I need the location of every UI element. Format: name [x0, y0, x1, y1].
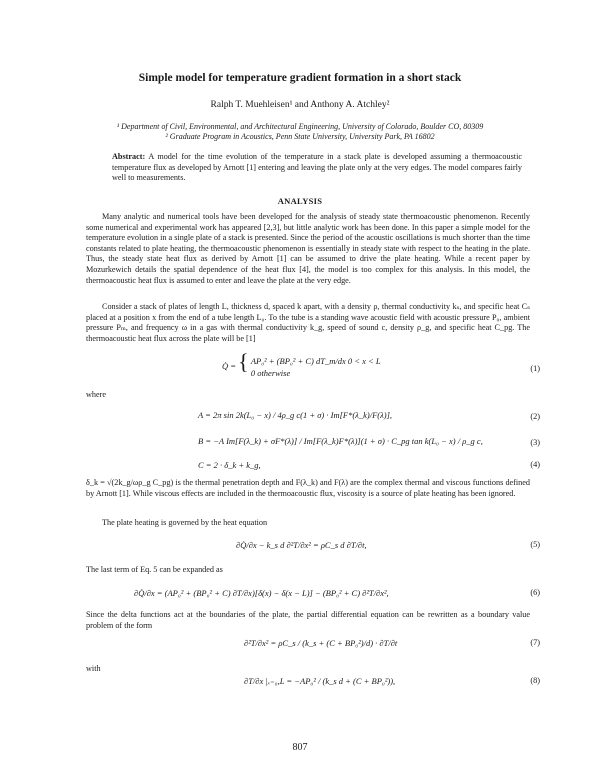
equation-number-4: (4) — [530, 460, 540, 469]
paragraph-intro: Many analytic and numerical tools have been developed for the analysis of steady state thermoacoustic phenomenon. Recently some numerical and experimental work has appeared [2,3], but little analytic work has been done. In this paper a simple model for the temperature evolution in a single plate of a stack is presented. Since the period of the acoustic oscillations is much shorter than the time constants related to plate heating, the thermoacoustic phenomenon is essentially in steady state with respect to the heating in the plate. Thus, the steady state heat flux as derived by Arnott [1] can be assumed to drive the plate heating. While a recent paper by Mozurkewich details the spatial dependence of the heat flux [4], the model is too complex for this analysis. In this model, the thermoacoustic heat flux is assumed to enter and leave the plate at the very edge. — [86, 212, 530, 285]
equation-3 — [198, 436, 483, 446]
abstract-label: Abstract: — [112, 152, 146, 161]
paragraph-setup: Consider a stack of plates of length L, thickness d, spaced k apart, with a density ρ, thermal conductivity kₛ, and specific heat Cₛ placed at a position x from the end of a tube length L₀. To the tube is a standing wave acoustic field with acoustic pressure P₀, ambient pressure Pₘ, and frequency ω in a gas with thermal conductivity k_g, speed of sound c, density ρ_g, and specific heat C_pg. The thermoacoustic heat flux across the plate will be [1] — [86, 302, 530, 343]
equation-4 — [198, 460, 261, 470]
equation-number-5: (5) — [530, 540, 540, 549]
equation-2 — [198, 410, 392, 420]
left-brace-symbol: { — [238, 349, 249, 374]
equation-number-2: (2) — [530, 412, 540, 421]
abstract-text: A model for the time evolution of the temperature in a stack plate is developed assuming a thermoacoustic temperature flux as developed by Arnott [1] entering and leaving the plate only at the very edges. The model compares fairly well to measurements. — [112, 152, 522, 183]
paragraph-with: with — [86, 664, 101, 673]
equation-number-8: (8) — [530, 676, 540, 685]
eq2-lhs: A = — [198, 410, 211, 420]
author-line: Ralph T. Muehleisen¹ and Anthony A. Atchley² — [210, 100, 390, 110]
equation-7: ∂²T/∂x² = ρC_s / (k_s + (C + BP₀²)/d) · ∂T/∂t — [244, 638, 398, 648]
paragraph-delta: δ_k = √(2k_g/ωρ_g C_pg) is the thermal penetration depth and F(λ_k) and F(λ) are the complex thermal and viscous functions defined by Arnott [1]. While viscous effects are included in the thermoacoustic flux, viscosity is a source of plate heating has been ignored. — [86, 478, 530, 498]
paragraph-heat-equation: The plate heating is governed by the heat equation — [102, 518, 268, 527]
abstract — [112, 152, 522, 184]
section-heading: ANALYSIS — [277, 196, 323, 206]
equation-6: ∂Q̇/∂x = (AP₀² + (BP₀² + C) ∂T/∂x)[δ(x) − δ(x − L)] − (BP₀² + C) ∂²T/∂x², — [134, 588, 389, 598]
eq4-lhs: C = — [198, 460, 212, 470]
paragraph-boundary: Since the delta functions act at the boundaries of the plate, the partial differential equation can be rewritten as a boundary value problem of the form — [86, 610, 530, 630]
equation-5: ∂Q̇/∂x − k_s d ∂²T/∂x² = ρC_s d ∂T/∂t, — [236, 540, 367, 550]
affiliation-1: ¹ Department of Civil, Environmental, and Architectural Engineering, University of Colorado, Boulder CO, 80309 — [116, 122, 484, 131]
eq3-lhs: B = — [198, 436, 212, 446]
equation-8: ∂T/∂x |ₓ₌₀,L = −AP₀² / (k_s d + (C + BP₀²)), — [244, 676, 396, 686]
equation-number-6: (6) — [530, 588, 540, 597]
equation-number-3: (3) — [530, 438, 540, 447]
eq1-lhs: Q̇ = — [222, 361, 236, 371]
eq1-case-1: AP₀² + (BP₀² + C) dT_m/dx 0 < x < L — [250, 356, 381, 367]
paragraph-where: where — [86, 390, 107, 399]
paper-title: Simple model for temperature gradient formation in a short stack — [138, 72, 462, 84]
equation-number-1: (1) — [530, 364, 540, 373]
affiliation-2: ² Graduate Program in Acoustics, Penn State University, University Park, PA 16802 — [165, 132, 435, 141]
equation-1 — [222, 349, 381, 379]
eq3-rhs: −A Im[F(λ_k) + σF*(λ)] / Im[F(λ_k)F*(λ)](1 + σ) · C_pg tan k(L₀ − x) / ρ_g c, — [213, 436, 483, 446]
paragraph-expand: The last term of Eq. 5 can be expanded as — [86, 565, 223, 574]
page-number: 807 — [292, 742, 308, 753]
eq1-case-2: 0 otherwise — [250, 368, 291, 379]
eq2-rhs: 2π sin 2k(L₀ − x) / 4ρ_g c(1 + σ) · Im[F*(λ_k)/F(λ)], — [213, 410, 393, 420]
eq4-rhs: 2 · δ_k + k_g, — [213, 460, 261, 470]
equation-number-7: (7) — [530, 638, 540, 647]
